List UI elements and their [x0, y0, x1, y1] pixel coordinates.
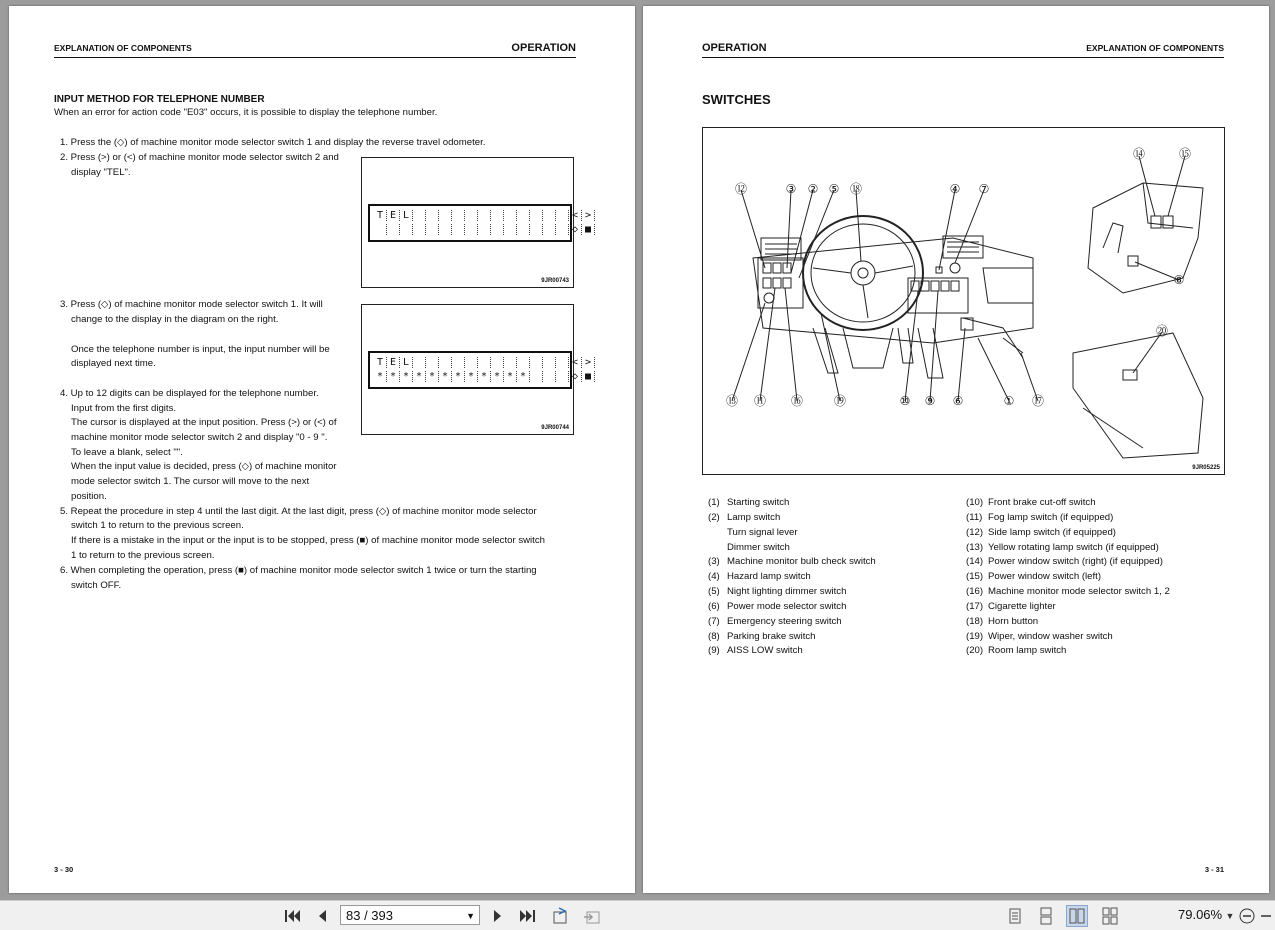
step-4-line3: The cursor is displayed at the input position. Press (>) or (<) of	[71, 417, 337, 428]
lcd-cell	[543, 371, 556, 382]
lcd-cell	[556, 210, 569, 221]
legend-number: (14)	[966, 556, 984, 568]
lcd-display-2	[368, 351, 592, 389]
callout-17: ⑰	[1031, 394, 1045, 408]
lcd-cell: *	[478, 371, 491, 382]
legend-item	[708, 511, 876, 526]
step-3-note-cont: displayed next time.	[71, 358, 156, 369]
lcd-cell	[374, 224, 387, 235]
section-title: INPUT METHOD FOR TELEPHONE NUMBER	[54, 94, 265, 105]
lcd-cell	[556, 371, 569, 382]
figure-code: 9JR05225	[1192, 465, 1220, 471]
figure-code: 9JR00744	[541, 425, 569, 431]
figure-code: 9JR00743	[541, 278, 569, 284]
legend-label: Lamp switch	[727, 511, 781, 523]
lcd-cell	[465, 224, 478, 235]
lcd-cell: ◇	[569, 224, 582, 235]
lcd-cell	[478, 357, 491, 368]
callout-14: ⑭	[1132, 147, 1146, 161]
legend-item	[966, 526, 1170, 541]
step-5-line4: 1 to return to the previous screen.	[71, 550, 215, 561]
lcd-cell	[517, 224, 530, 235]
legend-item	[708, 630, 876, 645]
callout-13: ⑬	[725, 394, 739, 408]
continuous-page-view-button[interactable]	[1035, 905, 1057, 927]
step-6: 6. When completing the operation, press (■) of machine monitor mode selector switch 1 twice or turn the starting	[60, 565, 537, 576]
lcd-cell: ■	[582, 371, 595, 382]
lcd-cell	[426, 224, 439, 235]
legend-number: (1)	[708, 497, 720, 508]
lcd-cell	[517, 357, 530, 368]
callout-10: ⑩	[899, 394, 911, 408]
lcd-cell	[478, 224, 491, 235]
go-back-view-icon	[551, 907, 571, 925]
legend-item	[708, 615, 876, 630]
legend-label: Wiper, window washer switch	[988, 630, 1113, 642]
legend-item	[966, 496, 1170, 511]
lcd-cell	[543, 210, 556, 221]
lcd-cell	[413, 357, 426, 368]
legend-item	[966, 585, 1170, 600]
lcd-cell	[439, 224, 452, 235]
first-page-icon	[283, 908, 301, 924]
legend-label: Room lamp switch	[988, 645, 1067, 657]
callout-9: ⑨	[924, 394, 936, 408]
switches-diagram	[702, 127, 1225, 475]
lcd-cell	[504, 224, 517, 235]
next-page-icon	[491, 908, 505, 924]
lcd-cell	[556, 224, 569, 235]
lcd-cell: *	[400, 371, 413, 382]
step-2: 2. Press (>) or (<) of machine monitor mode selector switch 2 and	[60, 152, 339, 163]
page-number: 3 - 30	[54, 865, 74, 874]
legend-item	[966, 555, 1170, 570]
legend-number: (8)	[708, 630, 720, 642]
lcd-cell: *	[517, 371, 530, 382]
legend-number: (20)	[966, 645, 984, 657]
lcd-cell: *	[504, 371, 517, 382]
step-3: 3. Press (◇) of machine monitor mode selector switch 1. It will	[60, 299, 323, 310]
legend-label: Front brake cut-off switch	[988, 497, 1096, 508]
lcd-cell	[530, 224, 543, 235]
legend-label: Turn signal lever	[727, 526, 798, 538]
page-number-value: 83 / 393	[346, 908, 393, 923]
lcd2-row1	[374, 357, 595, 369]
step-3-note: Once the telephone number is input, the input number will be	[71, 344, 330, 355]
lcd-cell: L	[400, 210, 413, 221]
callout-8: ⑧	[1173, 273, 1185, 287]
legend-label: Starting switch	[727, 497, 790, 508]
lcd-cell	[530, 371, 543, 382]
step-1: 1. Press the (◇) of machine monitor mode selector switch 1 and display the reverse travel odometer.	[60, 137, 486, 148]
page-number-select[interactable]	[340, 905, 480, 925]
lcd1-row1	[374, 210, 595, 222]
lcd-cell: T	[374, 210, 387, 221]
step-4-line2: Input from the first digits.	[71, 403, 177, 414]
go-forward-view-icon	[582, 907, 602, 925]
lcd-cell	[530, 357, 543, 368]
legend-label: Power window switch (left)	[988, 571, 1102, 583]
legend-number: (5)	[708, 586, 720, 598]
two-page-continuous-view-button[interactable]	[1099, 905, 1121, 927]
lcd-cell: >	[582, 357, 595, 368]
lcd-cell: *	[439, 371, 452, 382]
lcd-display-1	[368, 204, 592, 242]
lcd-cell: ◇	[569, 371, 582, 382]
step-4-line7: mode selector switch 1. The cursor will move to the next	[71, 476, 310, 487]
previous-page-button[interactable]	[311, 905, 333, 927]
left-header-chapter: OPERATION	[511, 42, 576, 54]
left-header-section: EXPLANATION OF COMPONENTS	[54, 43, 192, 53]
lcd-cell	[439, 210, 452, 221]
callout-20: ⑳	[1155, 324, 1169, 338]
lcd-cell	[517, 210, 530, 221]
legend-item	[708, 555, 876, 570]
lcd-cell: T	[374, 357, 387, 368]
lcd-cell	[543, 357, 556, 368]
lcd-cell	[478, 210, 491, 221]
step-6-cont: switch OFF.	[71, 580, 122, 591]
callout-19: ⑲	[833, 394, 847, 408]
section-title: SWITCHES	[702, 92, 771, 107]
callout-12: ⑫	[734, 182, 748, 196]
header-rule	[702, 57, 1224, 58]
legend-right	[966, 496, 1170, 659]
previous-page-icon	[315, 908, 329, 924]
lcd-cell: >	[582, 210, 595, 221]
legend-label: Emergency steering switch	[727, 615, 842, 627]
legend-item	[708, 541, 876, 556]
callout-2: ②	[807, 182, 819, 196]
first-page-button[interactable]	[281, 905, 303, 927]
callout-1: ①	[1003, 394, 1015, 408]
legend-item	[708, 496, 876, 511]
callout-6: ⑥	[952, 394, 964, 408]
legend-label: Cigarette lighter	[988, 600, 1056, 612]
legend-number: (16)	[966, 586, 984, 598]
step-3-cont: change to the display in the diagram on the right.	[71, 314, 279, 325]
lcd-cell	[504, 357, 517, 368]
lcd-cell	[387, 224, 400, 235]
legend-number: (19)	[966, 630, 984, 642]
lcd-cell: ■	[582, 224, 595, 235]
legend-label: Power window switch (right) (if equipped)	[988, 556, 1163, 568]
legend-label: Yellow rotating lamp switch (if equipped)	[988, 541, 1159, 553]
lcd-cell	[413, 210, 426, 221]
viewer-toolbar	[0, 900, 1275, 930]
lcd-cell	[491, 210, 504, 221]
right-header-chapter: OPERATION	[702, 42, 767, 54]
legend-left	[708, 496, 876, 659]
legend-item	[966, 511, 1170, 526]
callout-3: ③	[785, 182, 797, 196]
lcd2-row2	[374, 371, 595, 383]
lcd-cell	[556, 357, 569, 368]
page-number: 3 - 31	[1204, 865, 1224, 874]
lcd-cell	[530, 210, 543, 221]
lcd-cell	[439, 357, 452, 368]
legend-label: Power mode selector switch	[727, 600, 847, 612]
legend-label: Machine monitor mode selector switch 1, 2	[988, 586, 1170, 598]
step-4-line4: machine monitor mode selector switch 2 and display "0 - 9 ".	[71, 432, 328, 443]
lcd-cell: *	[387, 371, 400, 382]
legend-item	[708, 585, 876, 600]
legend-number: (9)	[708, 645, 720, 657]
legend-label: Fog lamp switch (if equipped)	[988, 511, 1114, 523]
legend-number: (17)	[966, 600, 984, 612]
header-rule	[54, 57, 576, 58]
legend-number: (7)	[708, 615, 720, 627]
lcd-cell: L	[400, 357, 413, 368]
callout-11: ⑪	[753, 394, 767, 408]
lcd-cell: *	[491, 371, 504, 382]
legend-item	[966, 615, 1170, 630]
cab-illustration	[703, 128, 1224, 474]
legend-item	[966, 600, 1170, 615]
step-4-line8: position.	[71, 491, 107, 502]
lcd-cell: <	[569, 210, 582, 221]
right-page	[643, 6, 1269, 893]
slider-line-icon	[1259, 907, 1271, 925]
legend-number: (12)	[966, 526, 984, 538]
lcd-cell	[465, 357, 478, 368]
legend-number: (4)	[708, 571, 720, 583]
legend-label: Night lighting dimmer switch	[727, 586, 847, 598]
zoom-out-icon	[1238, 907, 1256, 925]
legend-label: AISS LOW switch	[727, 645, 803, 657]
lcd-cell	[426, 357, 439, 368]
legend-number: (18)	[966, 615, 984, 627]
last-page-button[interactable]	[517, 905, 539, 927]
lcd-cell	[491, 224, 504, 235]
legend-item	[966, 541, 1170, 556]
legend-number: (11)	[966, 511, 983, 523]
legend-number: (15)	[966, 571, 984, 583]
legend-item	[708, 644, 876, 659]
lcd-cell	[543, 224, 556, 235]
go-back-view-button[interactable]	[550, 905, 572, 927]
step-4-line5: To leave a blank, select "".	[71, 447, 183, 458]
legend-item	[966, 644, 1170, 659]
zoom-level[interactable]: 79.06%	[1178, 907, 1223, 922]
lcd-cell	[452, 357, 465, 368]
lcd-cell: *	[465, 371, 478, 382]
chevron-down-icon: ▼	[1225, 911, 1235, 921]
step-2-cont: display "TEL".	[71, 167, 131, 178]
callout-18: ⑱	[849, 182, 863, 196]
go-forward-view-button[interactable]	[581, 905, 603, 927]
intro-text: When an error for action code "E03" occurs, it is possible to display the telephone number.	[54, 107, 438, 118]
callout-4: ④	[949, 182, 961, 196]
legend-item	[708, 570, 876, 585]
single-page-view-button[interactable]	[1004, 905, 1026, 927]
lcd-cell	[491, 357, 504, 368]
chevron-down-icon: ▼	[466, 911, 475, 921]
lcd-cell	[400, 224, 413, 235]
lcd-cell	[452, 210, 465, 221]
legend-label: Hazard lamp switch	[727, 571, 811, 583]
step-4: 4. Up to 12 digits can be displayed for the telephone number.	[60, 388, 319, 399]
legend-number: (10)	[966, 497, 984, 508]
continuous-page-icon	[1038, 907, 1054, 925]
lcd1-row2	[374, 224, 595, 236]
legend-label: Dimmer switch	[727, 541, 790, 553]
legend-number: (13)	[966, 541, 984, 553]
callout-16: ⑯	[790, 394, 804, 408]
step-4-line6: When the input value is decided, press (◇) of machine monitor	[71, 461, 337, 472]
last-page-icon	[519, 908, 537, 924]
callout-15: ⑮	[1178, 147, 1192, 161]
legend-label: Machine monitor bulb check switch	[727, 556, 876, 568]
lcd-cell: *	[413, 371, 426, 382]
step-5-line2: switch 1 to return to the previous screen.	[71, 520, 244, 531]
step-5-line3: If there is a mistake in the input or the input is to be stopped, press (■) of machine monitor mode selector switch	[71, 535, 545, 546]
two-page-icon	[1068, 907, 1086, 925]
lcd-figure-1	[361, 157, 592, 288]
lcd-cell: <	[569, 357, 582, 368]
lcd-cell: *	[374, 371, 387, 382]
right-header-section: EXPLANATION OF COMPONENTS	[1086, 43, 1224, 53]
legend-number: (2)	[708, 511, 720, 523]
legend-item	[708, 526, 876, 541]
lcd-cell: *	[452, 371, 465, 382]
lcd-cell	[426, 210, 439, 221]
legend-label: Horn button	[988, 615, 1039, 627]
legend-item	[966, 630, 1170, 645]
legend-label: Side lamp switch (if equipped)	[988, 526, 1116, 538]
two-page-continuous-icon	[1101, 907, 1119, 925]
legend-number: (6)	[708, 600, 720, 612]
zoom-out-button[interactable]	[1236, 905, 1258, 927]
single-page-icon	[1007, 907, 1023, 925]
lcd-cell	[413, 224, 426, 235]
legend-item	[708, 600, 876, 615]
zoom-slider-handle[interactable]	[1258, 905, 1272, 927]
step-5: 5. Repeat the procedure in step 4 until the last digit. At the last digit, press (◇) of machine monitor mode selector	[60, 506, 537, 517]
lcd-cell: E	[387, 357, 400, 368]
lcd-cell	[465, 210, 478, 221]
callout-5: ⑤	[828, 182, 840, 196]
legend-label: Parking brake switch	[727, 630, 816, 642]
lcd-cell: E	[387, 210, 400, 221]
legend-item	[966, 570, 1170, 585]
lcd-figure-2	[361, 304, 592, 435]
callout-7: ⑦	[978, 182, 990, 196]
two-page-view-button[interactable]	[1066, 905, 1088, 927]
lcd-cell: *	[426, 371, 439, 382]
next-page-button[interactable]	[487, 905, 509, 927]
left-page	[9, 6, 635, 893]
legend-number: (3)	[708, 556, 720, 568]
lcd-cell	[504, 210, 517, 221]
lcd-cell	[452, 224, 465, 235]
